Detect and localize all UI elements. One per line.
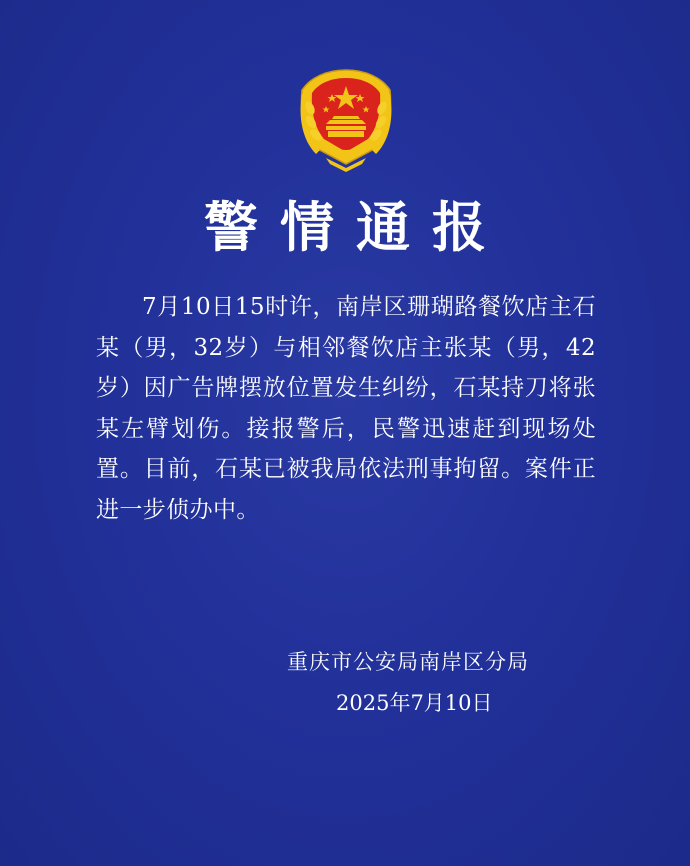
police-emblem-icon <box>296 64 396 174</box>
notice-date: 2025年7月10日 <box>336 691 493 715</box>
notice-body: 7月10日15时许，南岸区珊瑚路餐饮店主石某（男，32岁）与相邻餐饮店主张某（男，42岁）因广告牌摆放位置发生纠纷，石某持刀将张某左臂划伤。接报警后，民警迅速赶到现场处置。目前，石某已被我局依法刑事拘留。案件正进一步侦办中。 <box>96 294 596 523</box>
notice-title: 警情通报 <box>204 196 508 259</box>
issuing-authority: 重庆市公安局南岸区分局 <box>287 650 529 674</box>
